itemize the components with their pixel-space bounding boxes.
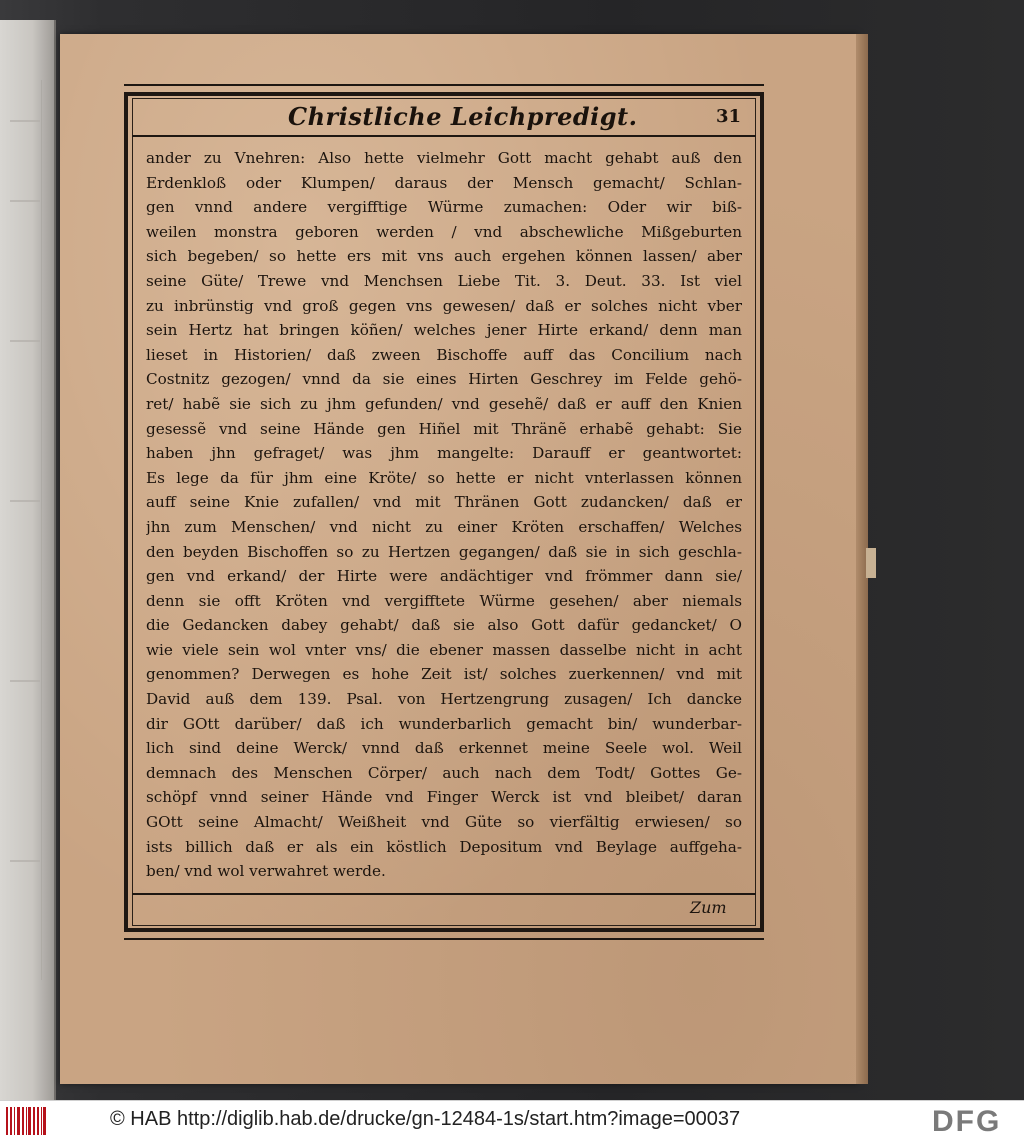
text-line: dir GOtt darüber/ daß ich wunderbarlich gemacht bin/ wunderbar- [146, 714, 742, 733]
running-head: Christliche Leichpredigt. [288, 102, 638, 131]
frame-rule-top [124, 84, 764, 86]
text-line: demnach des Menschen Cörper/ auch nach dem Todt/ Gottes Ge- [146, 763, 742, 782]
text-line: die Gedancken dabey gehabt/ daß sie also Gott dafür gedancket/ O [146, 616, 742, 635]
text-line: gen vnd erkand/ der Hirte were andächtiger vnd frömmer dann sie/ [146, 567, 742, 586]
text-line: denn sie offt Kröten vnd vergifftete Würme gesehen/ aber niemals [146, 591, 742, 610]
text-line: David auß dem 139. Psal. von Hertzengrung zusagen/ Ich dancke [146, 690, 742, 709]
text-line: Erdenkloß oder Klumpen/ daraus der Mensch gemacht/ Schlan- [146, 173, 742, 192]
page-number: 31 [716, 106, 742, 127]
header-rule [132, 135, 756, 137]
text-line: schöpf vnnd seiner Hände vnd Finger Werck ist vnd bleibet/ daran [146, 788, 742, 807]
text-line: genommen? Derwegen es hohe Zeit ist/ solches zuerkennen/ vnd mit [146, 665, 742, 684]
previous-page-edge [0, 20, 56, 1100]
ghost-line [10, 500, 40, 502]
text-line: jhn zum Menschen/ vnd nicht zu einer Kröten erschaffen/ Welches [146, 517, 742, 536]
text-line: lich sind deine Werck/ vnnd daß erkennet meine Seele wol. Weil [146, 739, 742, 758]
text-line: ret/ habẽ sie sich zu jhm gefunden/ vnd gesehẽ/ daß er auff den Knien [146, 394, 742, 413]
catchword: Zum [690, 898, 727, 917]
text-line: wie viele sein wol vnter vns/ die ebener massen dasselbe nicht in acht [146, 640, 742, 659]
text-line: GOtt seine Almacht/ Weißheit vnd Güte so vierfältig erwiesen/ so [146, 813, 742, 832]
text-line: den beyden Bischoffen so zu Hertzen gegangen/ daß sie in sich geschla- [146, 542, 742, 561]
text-line: sich begeben/ so hette ers mit vns auch ergehen können lassen/ aber [146, 247, 742, 266]
text-line: gen vnnd andere vergifftige Würme zumachen: Oder wir biß- [146, 198, 742, 217]
text-line: zu inbrünstig vnd groß gegen vns gewesen/ daß er solches nicht vber [146, 296, 742, 315]
bookmark-strip [866, 548, 876, 578]
text-line: weilen monstra geboren werden / vnd abschewliche Mißgeburten [146, 222, 742, 241]
text-line: ander zu Vnehren: Also hette vielmehr Gott macht gehabt auß den [146, 149, 742, 167]
footer-rule [132, 893, 756, 895]
text-line: lieset in Historien/ daß zween Bischoffe auff das Concilium nach [146, 345, 742, 364]
text-line: gesessẽ vnd seine Hände gen Hiñel mit Thränẽ erhabẽ gehabt: Sie [146, 419, 742, 438]
text-line: sein Hertz hat bringen köñen/ welches jener Hirte erkand/ denn man [146, 321, 742, 340]
source-url[interactable]: © HAB http://diglib.hab.de/drucke/gn-12484-1s/start.htm?image=00037 [110, 1108, 741, 1130]
text-line: Es lege da für jhm eine Kröte/ so hette er nicht vnterlassen können [146, 468, 742, 487]
footer-bar [0, 1100, 1024, 1141]
previous-page-ghost [4, 80, 42, 980]
text-line: Costnitz gezogen/ vnnd da sie eines Hirten Geschrey im Felde gehö- [146, 370, 742, 389]
hab-barcode-icon [6, 1107, 46, 1135]
text-line: haben jhn gefraget/ was jhm mangelte: Darauff er geantwortet: [146, 444, 742, 463]
text-line: auff seine Knie zufallen/ vnd mit Thränen Gott zudancken/ daß er [146, 493, 742, 512]
text-line: seine Güte/ Trewe vnd Menchsen Liebe Tit. 3. Deut. 33. Ist viel [146, 271, 742, 290]
ghost-line [10, 340, 40, 342]
text-line: ben/ vnd wol verwahret werde. [146, 862, 386, 881]
ghost-line [10, 200, 40, 202]
body-text [146, 146, 742, 884]
dfg-logo: DFG [932, 1105, 1002, 1138]
ghost-line [10, 120, 40, 122]
ghost-line [10, 860, 40, 862]
text-line: ists billich daß er als ein köstlich Depositum vnd Beylage auffgeha- [146, 837, 742, 856]
ghost-line [10, 680, 40, 682]
frame-rule-bottom [124, 938, 764, 940]
